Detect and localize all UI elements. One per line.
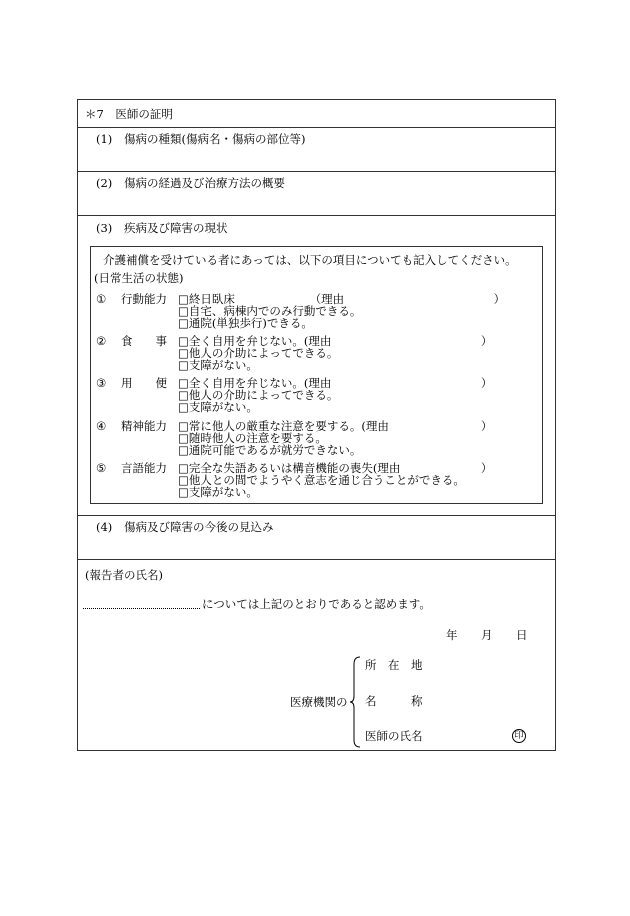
divider bbox=[78, 559, 555, 560]
daily-life-box bbox=[90, 246, 543, 504]
divider bbox=[78, 215, 555, 216]
item-5-option-2: □他人との間でようやく意志を通じ合うことができる。 bbox=[178, 473, 465, 487]
care-note: 介護補償を受けている者にあっては、以下の項目についても記入してください。 bbox=[103, 253, 517, 267]
section-4-label: 傷病及び障害の今後の見込み bbox=[124, 520, 274, 534]
section-2-number: (2) bbox=[96, 176, 113, 190]
item-3-number: ③ bbox=[96, 376, 107, 390]
field-name: 名 称 bbox=[365, 694, 423, 708]
item-4-name: 精神能力 bbox=[121, 419, 167, 433]
item-1-option-3: □通院(単独歩行)できる。 bbox=[178, 316, 313, 330]
item-1-number: ① bbox=[96, 292, 107, 306]
section-1-label: 傷病の種類(傷病名・傷病の部位等) bbox=[124, 132, 306, 146]
item-1-option-2: □自宅、病棟内でのみ行動できる。 bbox=[178, 304, 362, 318]
brace-icon bbox=[349, 656, 361, 748]
date-year: 年 bbox=[446, 628, 458, 642]
item-2-number: ② bbox=[96, 334, 107, 348]
item-4-option-1: □常に他人の厳重な注意を要する。(理由 ） bbox=[178, 419, 493, 433]
item-5-option-3: □支障がない。 bbox=[178, 485, 258, 499]
item-3-option-2: □他人の介助によってできる。 bbox=[178, 388, 339, 402]
section-3-number: (3) bbox=[96, 221, 113, 235]
section-2-label: 傷病の経過及び治療方法の概要 bbox=[124, 176, 285, 190]
section-4-number: (4) bbox=[96, 520, 113, 534]
reporter-name-line bbox=[83, 608, 200, 609]
item-5-option-1: □完全な失語あるいは構音機能の喪失(理由 ） bbox=[178, 461, 493, 475]
divider bbox=[78, 127, 555, 128]
item-2-option-3: □支障がない。 bbox=[178, 358, 258, 372]
section-1-number: (1) bbox=[96, 132, 113, 146]
item-1-name: 行動能力 bbox=[121, 292, 167, 306]
item-2-option-1: □全く自用を弁じない。(理由 ） bbox=[178, 334, 493, 348]
item-4-option-2: □随時他人の注意を要する。 bbox=[178, 431, 327, 445]
field-address: 所 在 地 bbox=[365, 658, 423, 672]
institution-label: 医療機関の bbox=[290, 695, 348, 709]
section-title: ＊7 医師の証明 bbox=[85, 107, 173, 121]
daily-life-heading: (日常生活の状態) bbox=[94, 271, 184, 285]
item-3-option-1: □全く自用を弁じない。(理由 ） bbox=[178, 376, 493, 390]
seal-mark: 印 bbox=[512, 729, 526, 743]
divider bbox=[78, 515, 555, 516]
certify-text: については上記のとおりであると認めます。 bbox=[202, 597, 431, 611]
item-4-option-3: □通院可能であるが就労できない。 bbox=[178, 443, 362, 457]
item-5-number: ⑤ bbox=[96, 461, 107, 475]
item-3-option-3: □支障がない。 bbox=[178, 400, 258, 414]
reporter-heading: (報告者の氏名) bbox=[85, 568, 163, 582]
field-doctor-name: 医師の氏名 bbox=[365, 729, 423, 743]
date-month: 月 bbox=[481, 628, 493, 642]
item-1-option-1: □終日臥床 （理由 ） bbox=[178, 292, 506, 306]
item-2-name: 食 事 bbox=[121, 334, 167, 348]
divider bbox=[78, 171, 555, 172]
item-5-name: 言語能力 bbox=[121, 461, 167, 475]
date-day: 日 bbox=[516, 628, 528, 642]
section-3-label: 疾病及び障害の現状 bbox=[124, 221, 228, 235]
item-2-option-2: □他人の介助によってできる。 bbox=[178, 346, 339, 360]
item-3-name: 用 便 bbox=[121, 376, 167, 390]
certificate-form bbox=[77, 99, 556, 751]
item-4-number: ④ bbox=[96, 419, 107, 433]
